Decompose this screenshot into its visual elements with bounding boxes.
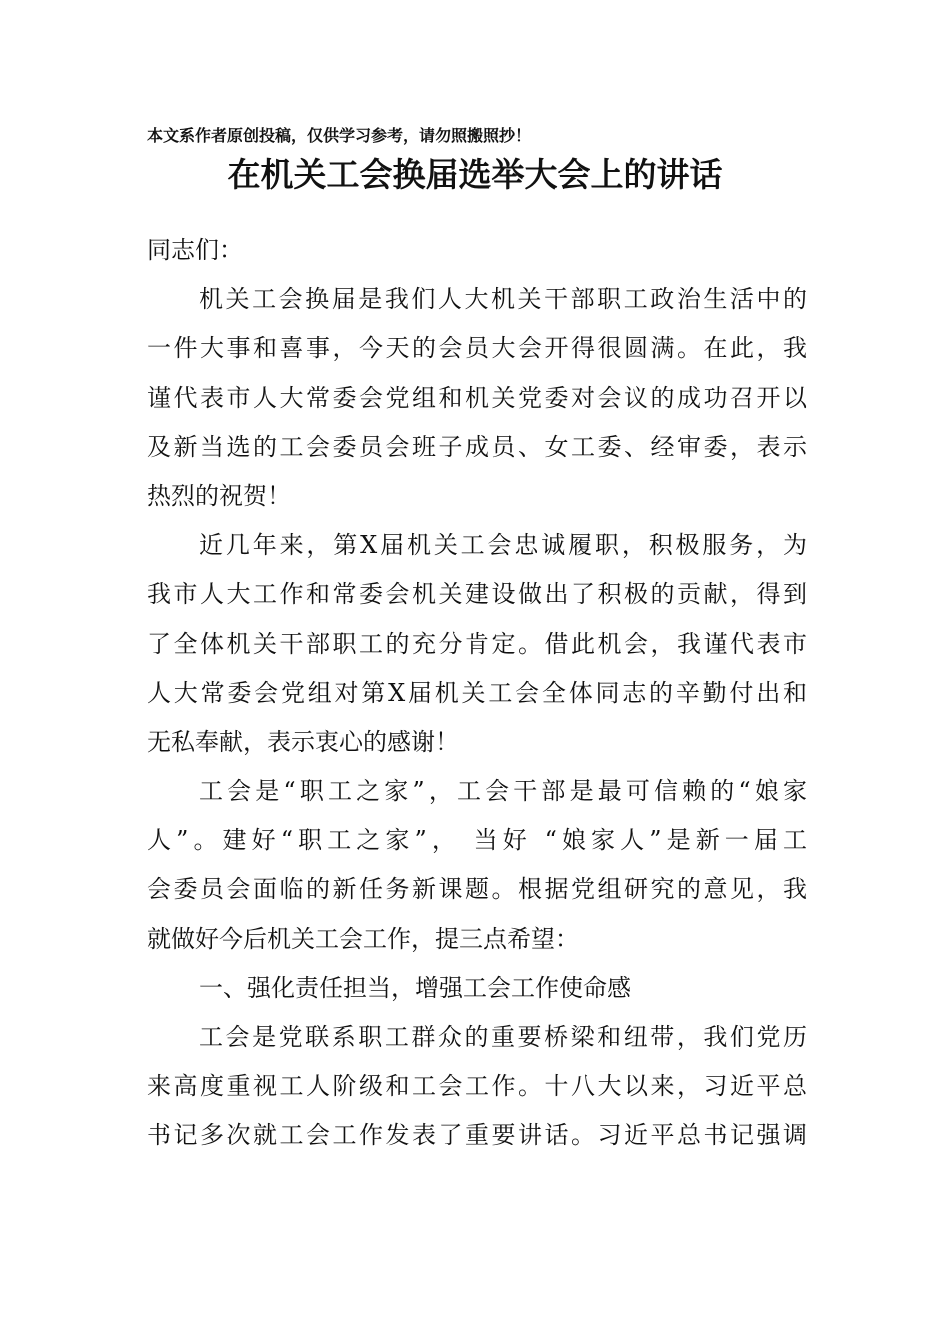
salutation: 同志们： (147, 236, 243, 264)
paragraph-line: 近几年来，第X届机关工会忠诚履职，积极服务，为 (199, 531, 807, 560)
copyright-notice: 本文系作者原创投稿，仅供学习参考，请勿照搬照抄！ (147, 126, 532, 145)
page-title: 在机关工会换届选举大会上的讲话 (227, 155, 723, 194)
paragraph-line: 热烈的祝贺！ (147, 481, 291, 510)
section-heading: 一、强化责任担当，增强工会工作使命感 (199, 973, 631, 1002)
paragraph-line: 会委员会面临的新任务新课题。根据党组研究的意见，我 (147, 875, 807, 904)
paragraph-line: 工会是党联系职工群众的重要桥梁和纽带，我们党历 (199, 1023, 807, 1051)
paragraph-line: 一件大事和喜事，今天的会员大会开得很圆满。在此，我 (147, 334, 807, 363)
paragraph-line: 了全体机关干部职工的充分肯定。借此机会，我谨代表市 (147, 629, 807, 658)
paragraph-line: 人”。建好“职工之家”， 当好 “娘家人”是新一届工 (147, 826, 807, 855)
paragraph-line: 书记多次就工会工作发表了重要讲话。习近平总书记强调 (147, 1121, 807, 1150)
paragraph-line: 人大常委会党组对第X届机关工会全体同志的辛勤付出和 (147, 678, 807, 707)
paragraph-line: 来高度重视工人阶级和工会工作。十八大以来，习近平总 (147, 1072, 807, 1101)
paragraph-line: 机关工会换届是我们人大机关干部职工政治生活中的 (199, 285, 807, 314)
paragraph-line: 我市人大工作和常委会机关建设做出了积极的贡献，得到 (147, 580, 807, 609)
paragraph-line: 谨代表市人大常委会党组和机关党委对会议的成功召开以 (147, 383, 807, 412)
paragraph-line: 无私奉献，表示衷心的感谢！ (147, 727, 459, 756)
document-body (147, 226, 807, 1161)
paragraph-line: 及新当选的工会委员会班子成员、女工委、经审委，表示 (147, 432, 807, 461)
paragraph-line: 就做好今后机关工会工作，提三点希望： (147, 924, 579, 953)
paragraph-line: 工会是“职工之家”，工会干部是最可信赖的“娘家 (199, 777, 807, 806)
